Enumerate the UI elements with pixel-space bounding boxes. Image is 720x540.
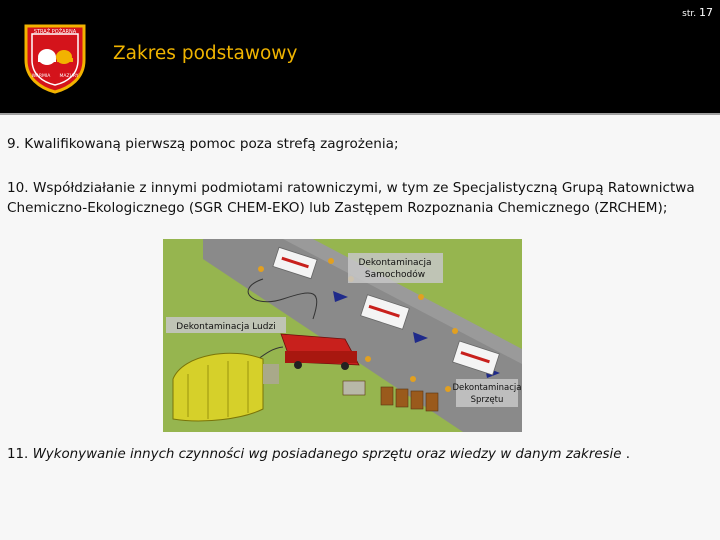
header-divider — [0, 113, 720, 115]
fire-brigade-logo — [20, 22, 90, 94]
label-vehicles — [348, 253, 443, 283]
page-label: str. — [682, 9, 697, 19]
item-10: 10. Współdziałanie z innymi podmiotami ratowniczymi, w tym ze Specjalistyczną Grupą Ratownictwa Chemiczno-Ekologicznego (SGR CHEM-EKO) lub Zastępem Rozpoznania Chemicznego (ZRCHEM); — [7, 180, 695, 216]
label-people — [166, 317, 286, 333]
logo-text-right: MAZURY — [59, 74, 79, 79]
label-equipment-line2: Sprzętu — [470, 395, 504, 405]
slide-title: Zakres podstawowy — [113, 43, 298, 64]
page-number — [682, 6, 713, 19]
label-equipment — [452, 379, 521, 407]
decontamination-illustration — [163, 239, 522, 432]
page-number-value: 17 — [699, 6, 713, 19]
label-vehicles-line1: Dekontaminacja — [358, 258, 432, 268]
label-equipment-line1: Dekontaminacja — [452, 383, 522, 393]
item-11-text: Wykonywanie innych czynności wg posiadanego sprzętu oraz wiedzy w danym zakresie — [32, 447, 622, 462]
item-11-number: 11. — [7, 447, 29, 462]
logo-text-top: STRAŻ POŻARNA — [33, 29, 77, 35]
item-11 — [7, 445, 717, 465]
logo-text-left: WARMIA — [31, 74, 51, 79]
label-vehicles-line2: Samochodów — [364, 270, 426, 280]
label-people-text: Dekontaminacja Ludzi — [176, 322, 276, 332]
slide-header — [0, 0, 720, 113]
item-9: 9. Kwalifikowaną pierwszą pomoc poza strefą zagrożenia; — [7, 136, 399, 152]
item-11-period: . — [625, 447, 631, 462]
